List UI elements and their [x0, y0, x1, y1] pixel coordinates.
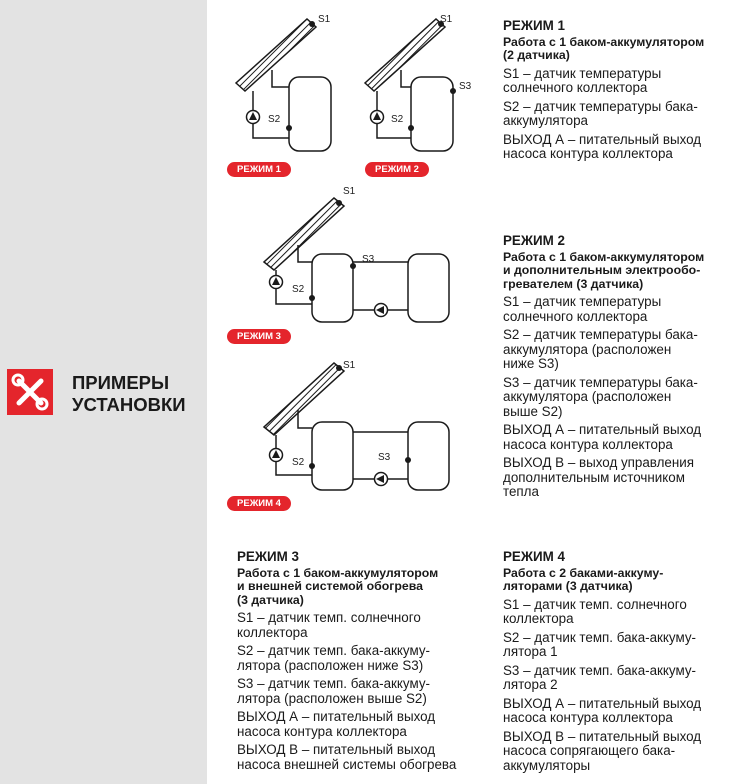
item-line: насоса контура коллектора [503, 146, 673, 161]
badge-mode-1: РЕЖИМ 1 [227, 162, 291, 177]
mode-subtitle [503, 567, 743, 594]
mode-title: РЕЖИМ 2 [503, 233, 565, 248]
pump-icon [270, 276, 283, 289]
item-line: насоса контура коллектора [503, 710, 673, 725]
subtitle-line: и внешней системой обогрева [237, 579, 423, 593]
badge-mode-4: РЕЖИМ 4 [227, 496, 291, 511]
sensor-s3-label: S3 [378, 452, 391, 463]
list-item [237, 677, 487, 706]
sensor-dot-icon [450, 88, 456, 94]
sensor-dot-icon [309, 463, 315, 469]
item-line: коллектора [503, 611, 574, 626]
tank-icon [312, 422, 353, 490]
subtitle-line: ляторами (3 датчика) [503, 579, 633, 593]
item-line: насоса внешней системы обогрева [237, 756, 457, 772]
item-line: аккумулятора [503, 113, 589, 128]
subtitle-line: Работа с 1 баком-аккумулятором [503, 249, 705, 264]
item-line: лятора (расположен выше S2) [237, 690, 427, 706]
pump-icon [375, 473, 388, 486]
item-line: ВЫХОД В – питательный выход [237, 742, 436, 757]
item-line: S2 – датчик темп. бака-аккуму- [503, 629, 696, 645]
item-line: S2 – датчик температуры бака- [503, 98, 698, 114]
sensor-s1-label: S1 [318, 14, 331, 25]
sensor-dot-icon [286, 125, 292, 131]
tank-icon [411, 77, 453, 151]
list-item [237, 710, 487, 739]
subtitle-line: Работа с 1 баком-аккумулятором [237, 565, 439, 580]
item-line: аккумулятора (расположен [503, 341, 672, 357]
subtitle-line: Работа с 1 баком-аккумулятором [503, 34, 705, 49]
tank-icon [408, 254, 449, 322]
subtitle-line: Работа с 2 баками-аккуму- [503, 565, 664, 580]
item-line: лятора 2 [503, 677, 558, 692]
item-line: ВЫХОД А – питательный выход [237, 709, 436, 724]
item-line: лятора (расположен ниже S3) [237, 657, 424, 673]
list-item [503, 664, 743, 693]
pump-icon [247, 111, 260, 124]
mode-title: РЕЖИМ 1 [503, 18, 565, 33]
sensor-dot-icon [309, 21, 315, 27]
item-line: солнечного коллектора [503, 308, 648, 324]
item-line: S1 – датчик температуры [503, 294, 662, 309]
sensor-dot-icon [408, 125, 414, 131]
badge-mode-3: РЕЖИМ 3 [227, 329, 291, 344]
item-line: солнечного коллектора [503, 80, 648, 95]
item-line: аккумуляторы [503, 757, 591, 773]
item-line: насоса контура коллектора [237, 723, 407, 739]
item-line: S2 – датчик температуры бака- [503, 327, 698, 342]
list-item [503, 697, 743, 726]
diagram-mode-1 [236, 14, 331, 151]
mode-3-description [237, 550, 487, 776]
section-title-line1: ПРИМЕРЫ [72, 372, 170, 393]
item-line: ВЫХОД В – выход управления [503, 455, 695, 470]
item-line: аккумулятора (расположен [503, 389, 672, 404]
pump-icon [371, 111, 384, 124]
section-title-line2: УСТАНОВКИ [72, 394, 186, 415]
list-item [503, 328, 743, 372]
list-item [503, 423, 743, 452]
list-item [503, 456, 743, 500]
list-item [503, 376, 743, 420]
item-line: ВЫХОД А – питательный выход [503, 695, 702, 711]
sensor-s2-label: S2 [391, 114, 404, 125]
badge-mode-2: РЕЖИМ 2 [365, 162, 429, 177]
subtitle-line: гревателем (3 датчика) [503, 276, 644, 291]
sensor-s2-label: S2 [292, 284, 305, 295]
item-line: S1 – датчик темп. солнечного [237, 610, 421, 625]
sensor-s3-label: S3 [362, 254, 375, 265]
diagram-mode-4 [264, 360, 449, 490]
list-item [237, 644, 487, 673]
sensor-s1-label: S1 [343, 360, 356, 371]
mode-title: РЕЖИМ 4 [503, 549, 565, 564]
list-item [503, 598, 743, 627]
sensor-dot-icon [405, 457, 411, 463]
mode-1-description [503, 19, 743, 166]
sensor-dot-icon [309, 295, 315, 301]
mode-title: РЕЖИМ 3 [237, 549, 299, 564]
sensor-dot-icon [350, 263, 356, 269]
item-line: S3 – датчик температуры бака- [503, 374, 698, 390]
list-item [503, 100, 743, 129]
sensor-s2-label: S2 [268, 114, 281, 125]
pump-icon [270, 449, 283, 462]
sensor-dot-icon [336, 365, 342, 371]
list-item [237, 611, 487, 640]
mode-2-description [503, 234, 743, 504]
mode-subtitle [503, 36, 743, 63]
sensor-s3-label: S3 [459, 81, 472, 92]
mode-subtitle [503, 251, 743, 292]
item-line: ВЫХОД А – питательный выход [503, 131, 702, 147]
pump-icon [375, 304, 388, 317]
list-item [237, 743, 487, 772]
diagram-mode-3 [264, 186, 449, 322]
item-line: S2 – датчик темп. бака-аккуму- [237, 643, 430, 658]
subtitle-line: (2 датчика) [503, 48, 570, 62]
diagram-mode-2 [365, 14, 472, 151]
item-line: насоса сопрягающего бака- [503, 743, 676, 758]
mode-subtitle [237, 567, 487, 608]
mode-4-description [503, 550, 743, 777]
list-item [503, 631, 743, 660]
sensor-s2-label: S2 [292, 457, 305, 468]
item-line: ниже S3) [503, 356, 559, 371]
item-line: тепла [503, 484, 539, 499]
item-line: дополнительным источником [503, 469, 685, 485]
subtitle-line: и дополнительным электрообо- [503, 263, 701, 277]
item-line: насоса контура коллектора [503, 436, 673, 452]
item-line: ВЫХОД А – питательный выход [503, 422, 702, 437]
list-item [503, 295, 743, 324]
tank-icon [289, 77, 331, 151]
tank-icon [312, 254, 353, 322]
item-line: выше S2) [503, 403, 563, 419]
item-line: коллектора [237, 624, 308, 640]
item-line: S3 – датчик темп. бака-аккуму- [503, 662, 696, 678]
list-item [503, 67, 743, 96]
list-item [503, 730, 743, 774]
item-line: S1 – датчик температуры [503, 65, 662, 81]
item-line: S3 – датчик темп. бака-аккуму- [237, 676, 430, 691]
sensor-dot-icon [336, 200, 342, 206]
subtitle-line: (3 датчика) [237, 592, 304, 607]
item-line: S1 – датчик темп. солнечного [503, 596, 687, 612]
list-item [503, 133, 743, 162]
tank-icon [408, 422, 449, 490]
sensor-s1-label: S1 [343, 186, 356, 197]
item-line: лятора 1 [503, 644, 558, 659]
item-line: ВЫХОД В – питательный выход [503, 728, 702, 744]
sensor-s1-label: S1 [440, 14, 453, 25]
